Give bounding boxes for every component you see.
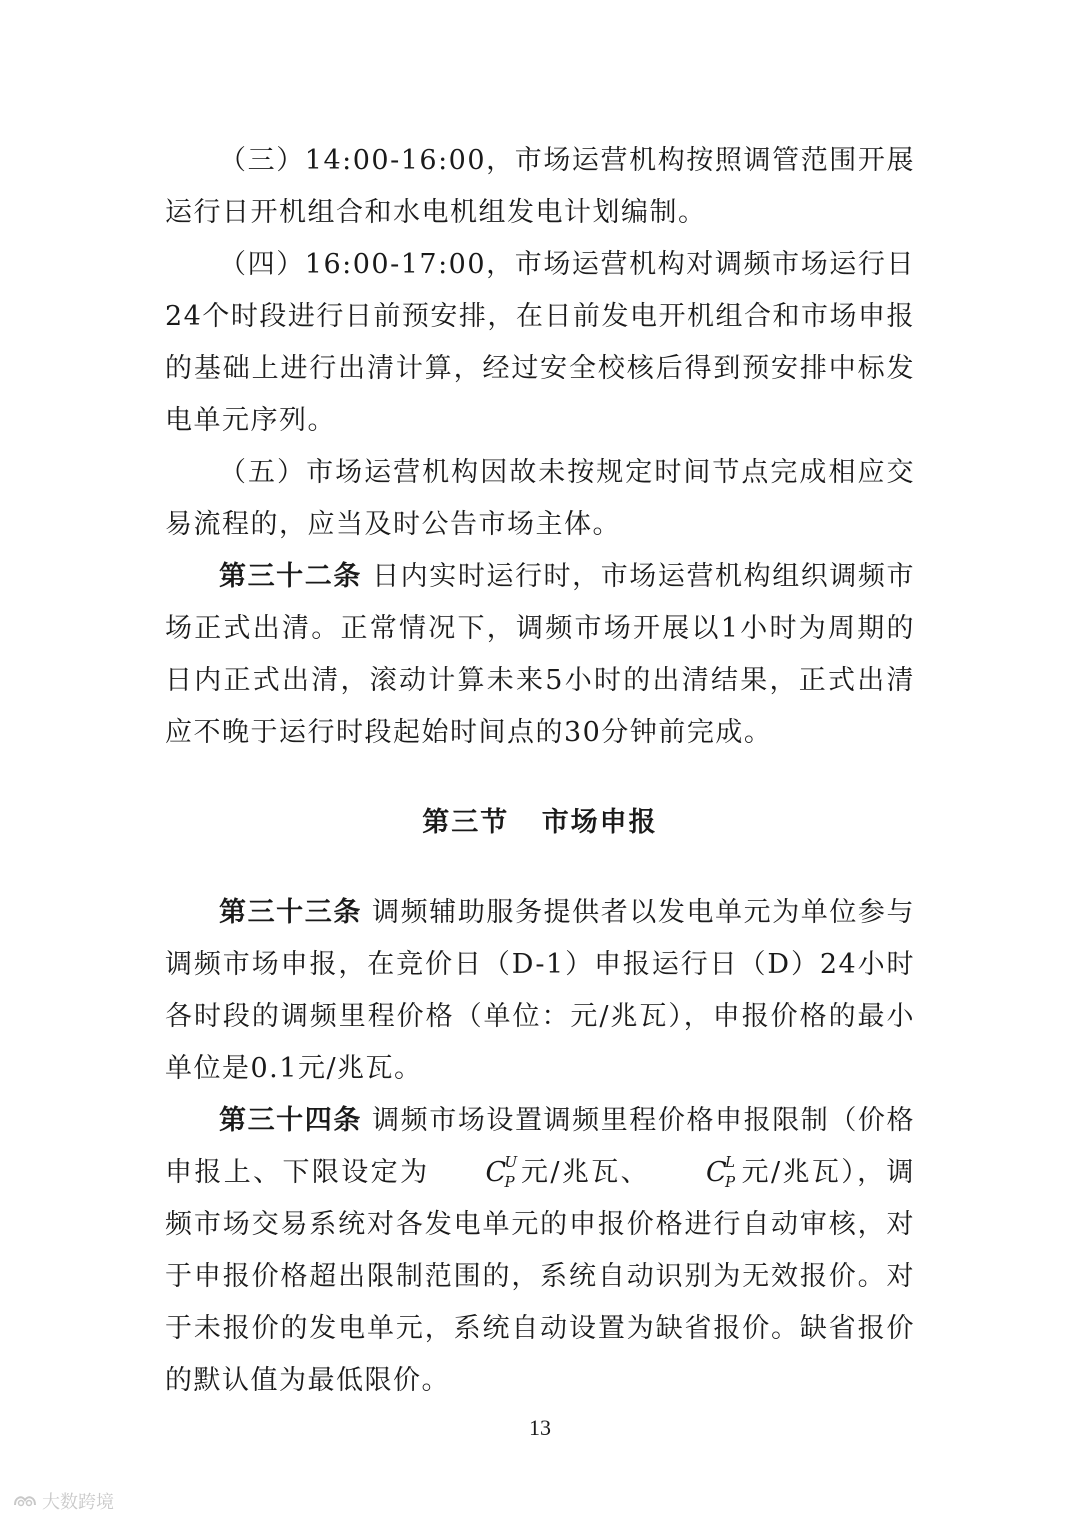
paragraph-item-4: （四）16:00-17:00，市场运营机构对调频市场运行日24个时段进行日前预安排，在日前发电开机组合和市场申报的基础上进行出清计算，经过安全校核后得到预安排中标发电单元序列。 (165, 249, 915, 436)
paragraph-item-5: （五）市场运营机构因故未按规定时间节点完成相应交易流程的，应当及时公告市场主体。 (165, 457, 915, 540)
watermark (12, 1488, 114, 1514)
article-32 (165, 551, 915, 759)
article-34-text-1: 调频市场设置调频里程价格申报限制（价格申报上、下限设定为 (165, 1105, 916, 1188)
article-34-title: 第三十四条 (219, 1105, 362, 1136)
article-34-text-3: 元/兆瓦），调频市场交易系统对各发电单元的申报价格进行自动审核，对于申报价格超出限制范围的，系统自动识别为无效报价。对于未报价的发电单元，系统自动设置为缺省报价。缺省报价的默认值为最低限价。 (165, 1157, 915, 1396)
article-33-body: 调频辅助服务提供者以发电单元为单位参与调频市场申报，在竞价日（D-1）申报运行日（D）24小时各时段的调频里程价格（单位：元/兆瓦），申报价格的最小单位是0.1元/兆瓦。 (165, 897, 916, 1084)
watermark-logo-icon (12, 1491, 38, 1511)
page-number: 13 (529, 1415, 551, 1440)
price-lower-limit-symbol: C L P (706, 1153, 736, 1191)
document-page (165, 135, 915, 1407)
watermark-text: 大数跨境 (42, 1492, 114, 1513)
article-32-title: 第三十二条 (219, 561, 362, 592)
article-34-text-2: 元/兆瓦、 (520, 1157, 651, 1188)
section-name: 市场申报 (541, 807, 658, 838)
article-33-title: 第三十三条 (219, 897, 362, 928)
article-33 (165, 887, 915, 1095)
price-upper-limit-symbol: C U P (485, 1153, 518, 1191)
article-34 (165, 1095, 915, 1407)
paragraph-item-3: （三）14:00-16:00，市场运营机构按照调管范围开展运行日开机组合和水电机组发电计划编制。 (165, 145, 915, 228)
section-heading (165, 797, 915, 849)
section-number: 第三节 (422, 807, 510, 838)
article-32-body: 日内实时运行时，市场运营机构组织调频市场正式出清。正常情况下，调频市场开展以1小时为周期的日内正式出清，滚动计算未来5小时的出清结果，正式出清应不晚于运行时段起始时间点的30分钟前完成。 (165, 561, 916, 748)
